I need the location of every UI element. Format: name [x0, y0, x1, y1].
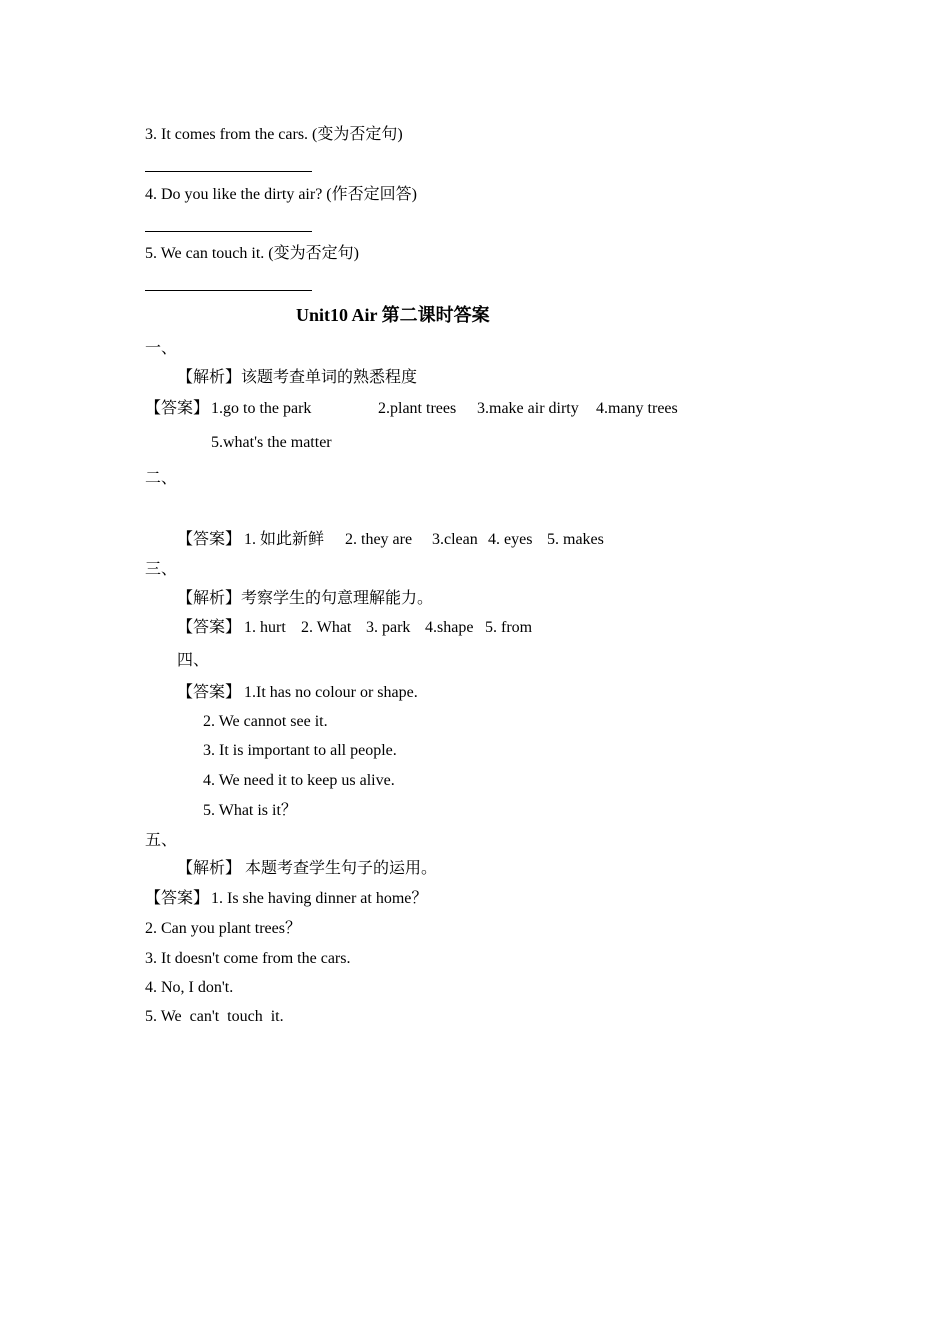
section-3-answer-prefix: 【答案】 [177, 619, 242, 636]
section-3-answer-3: 3. park [366, 619, 411, 636]
section-3-answer-5: 5. from [485, 619, 533, 636]
answer-blank-4 [145, 231, 312, 232]
answer-blank-5 [145, 290, 312, 291]
section-3-heading: 三、 [145, 561, 178, 578]
answer-key-title: Unit10 Air 第二课时答案 [296, 305, 490, 325]
section-4-heading: 四、 [177, 652, 210, 669]
section-2-answer-2: 2. they are [345, 531, 413, 548]
section-4-answer-2: 2. We cannot see it. [203, 713, 328, 730]
section-3-analysis: 【解析】考察学生的句意理解能力。 [177, 590, 434, 607]
section-5-analysis: 【解析】 本题考查学生句子的运用。 [177, 860, 438, 877]
section-1-answer-prefix: 【答案】 [145, 400, 210, 417]
section-5-answer-4: 4. No, I don't. [145, 979, 234, 996]
section-2-answer-prefix: 【答案】 [177, 531, 242, 548]
section-1-analysis: 【解析】该题考查单词的熟悉程度 [177, 369, 418, 386]
section-4-answer-4: 4. We need it to keep us alive. [203, 772, 395, 789]
section-4-answer-5: 5. What is it？ [203, 802, 297, 819]
section-2-answer-4: 4. eyes [488, 531, 533, 548]
answer-blank-3 [145, 171, 312, 172]
exercise-question-3: 3. It comes from the cars. (变为否定句) [145, 126, 403, 143]
section-5-answer-1: 1. Is she having dinner at home？ [211, 890, 428, 907]
section-3-answer-2: 2. What [301, 619, 352, 636]
section-2-answer-5: 5. makes [547, 531, 604, 548]
section-1-answer-2: 2.plant trees [378, 400, 457, 417]
section-3-answer-4: 4.shape [425, 619, 474, 636]
section-4-answer-1: 1.It has no colour or shape. [244, 684, 418, 701]
section-1-answer-4: 4.many trees [596, 400, 678, 417]
section-1-heading: 一、 [145, 340, 178, 357]
section-5-answer-2: 2. Can you plant trees？ [145, 920, 301, 937]
section-1-answer-3: 3.make air dirty [477, 400, 579, 417]
section-2-heading: 二、 [145, 470, 178, 487]
section-1-answer-1: 1.go to the park [211, 400, 312, 417]
exercise-question-5: 5. We can touch it. (变为否定句) [145, 245, 359, 262]
exercise-question-4: 4. Do you like the dirty air? (作否定回答) [145, 186, 417, 203]
section-5-answer-5: 5. We can't touch it. [145, 1008, 284, 1025]
section-3-answer-1: 1. hurt [244, 619, 286, 636]
section-5-heading: 五、 [145, 832, 178, 849]
section-5-answer-3: 3. It doesn't come from the cars. [145, 950, 351, 967]
section-4-answer-prefix: 【答案】 [177, 684, 242, 701]
section-1-answer-5: 5.what's the matter [211, 434, 332, 451]
section-5-answer-prefix: 【答案】 [145, 890, 210, 907]
section-2-answer-1: 1. 如此新鲜 [244, 531, 325, 548]
section-2-answer-3: 3.clean [432, 531, 478, 548]
section-4-answer-3: 3. It is important to all people. [203, 742, 397, 759]
